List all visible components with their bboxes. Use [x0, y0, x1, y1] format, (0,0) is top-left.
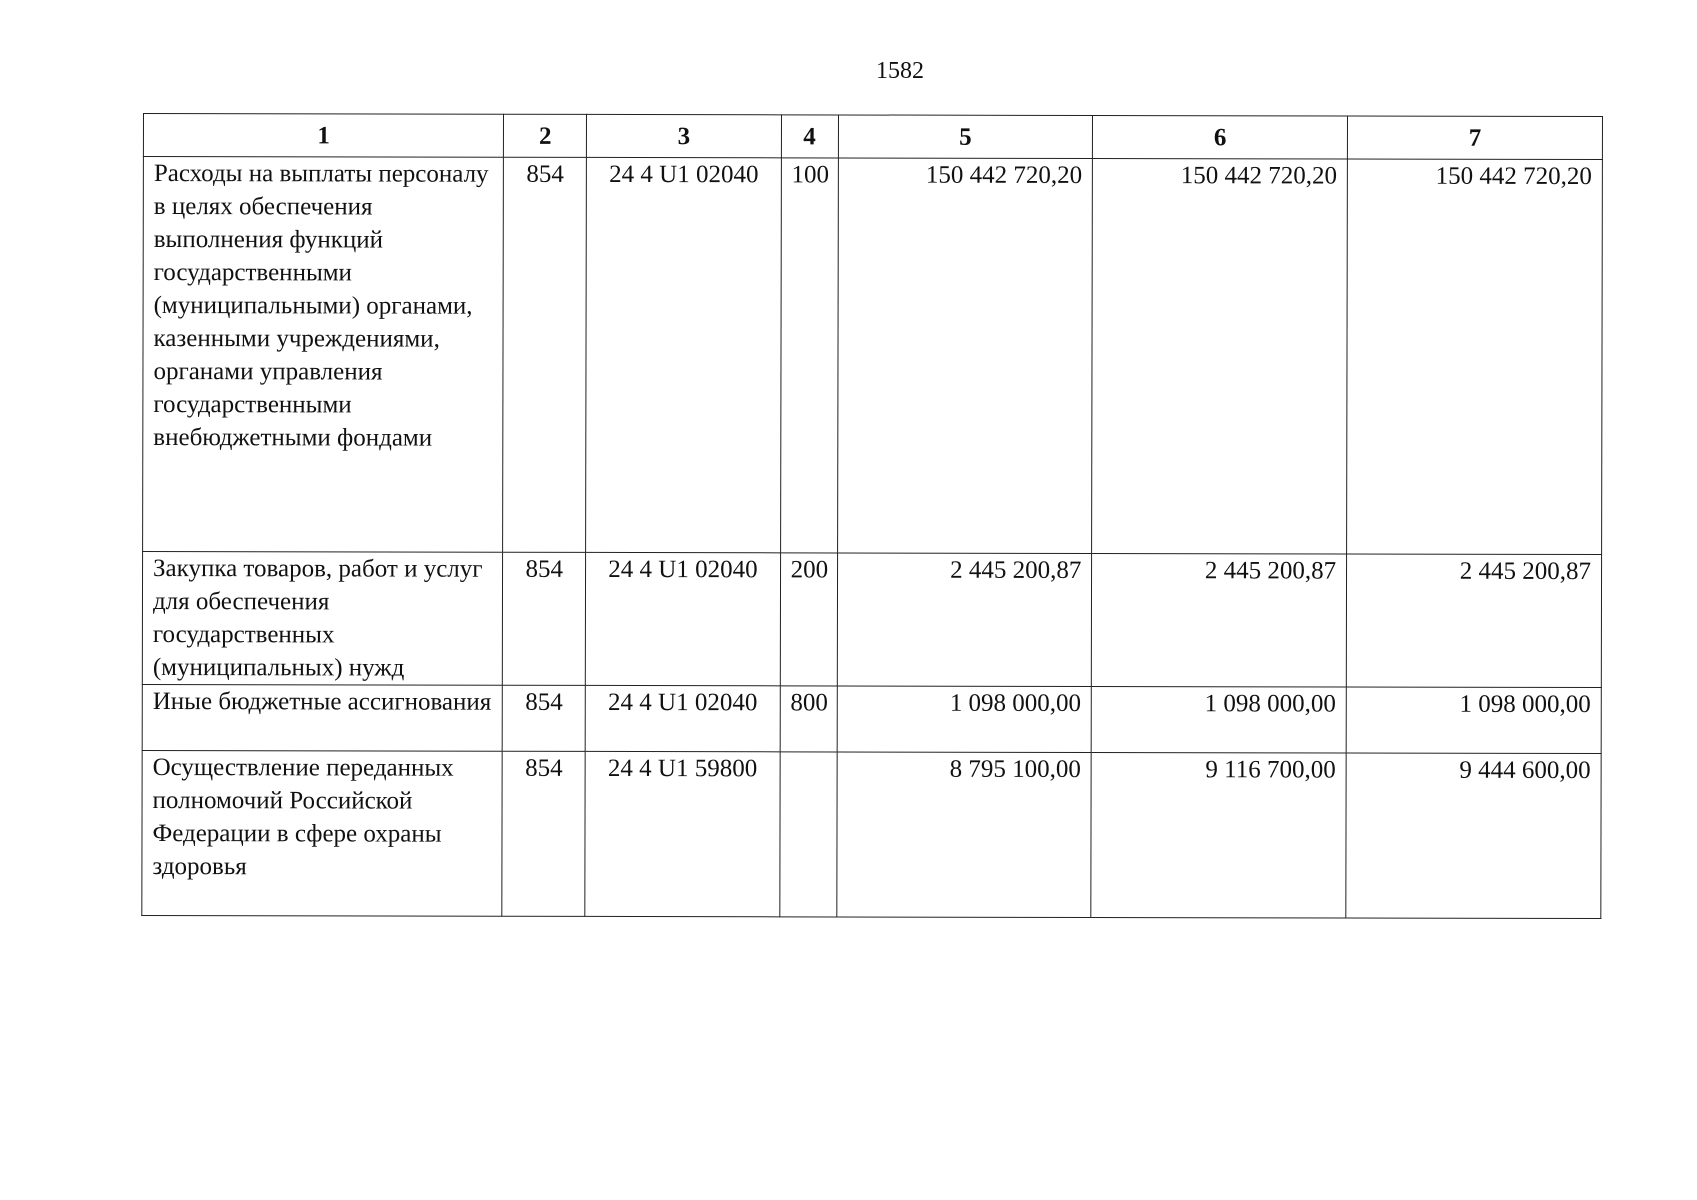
table-row — [143, 157, 1603, 555]
target-article-cell: 24 4 U1 02040 — [586, 552, 781, 685]
expense-type-cell: 100 — [780, 158, 838, 553]
expense-name-cell: Закупка товаров, работ и услуг для обеспечения государственных (муниципальных) нужд — [142, 552, 503, 686]
amount-cell: 9 444 600,00 — [1346, 753, 1601, 919]
department-code-cell: 854 — [503, 157, 587, 552]
target-article-cell: 24 4 U1 02040 — [586, 157, 781, 552]
target-article-cell: 24 4 U1 02040 — [585, 685, 780, 751]
column-header: 5 — [838, 115, 1093, 159]
table-row — [142, 750, 1601, 918]
expense-type-cell — [779, 752, 836, 917]
department-code-cell: 854 — [502, 751, 585, 916]
column-header: 2 — [504, 114, 587, 157]
expense-type-cell: 800 — [780, 686, 837, 752]
table-row — [142, 684, 1601, 753]
expense-name-cell: Расходы на выплаты персоналу в целях обеспечения выполнения функций государственными (муниципальными) органами, казенными учреждениями, органами управления государственными внебюджетными фондами — [143, 157, 504, 553]
amount-cell: 2 445 200,87 — [837, 553, 1092, 687]
department-code-cell: 854 — [503, 552, 586, 685]
amount-cell: 1 098 000,00 — [1346, 687, 1601, 754]
amount-cell: 8 795 100,00 — [836, 752, 1091, 918]
target-article-cell: 24 4 U1 59800 — [585, 751, 780, 916]
amount-cell: 150 442 720,20 — [837, 158, 1093, 554]
department-code-cell: 854 — [502, 685, 585, 751]
amount-cell: 1 098 000,00 — [837, 686, 1092, 753]
page-number: 1582 — [876, 58, 924, 84]
column-header: 7 — [1348, 116, 1603, 160]
expense-type-cell: 200 — [780, 553, 837, 686]
amount-cell: 150 442 720,20 — [1092, 158, 1348, 554]
column-header: 3 — [587, 114, 781, 157]
amount-cell: 2 445 200,87 — [1346, 554, 1601, 688]
expense-name-cell: Иные бюджетные ассигнования — [142, 684, 502, 751]
header-row — [143, 114, 1602, 160]
budget-table — [141, 113, 1603, 919]
expense-name-cell: Осуществление переданных полномочий Российской Федерации в сфере охраны здоровья — [142, 750, 503, 916]
amount-cell: 9 116 700,00 — [1091, 752, 1346, 918]
amount-cell: 150 442 720,20 — [1347, 159, 1603, 555]
table-row — [142, 552, 1601, 688]
column-header: 1 — [143, 114, 503, 158]
column-header: 6 — [1093, 115, 1348, 159]
amount-cell: 1 098 000,00 — [1091, 686, 1346, 753]
amount-cell: 2 445 200,87 — [1092, 553, 1347, 687]
column-header: 4 — [781, 115, 838, 158]
